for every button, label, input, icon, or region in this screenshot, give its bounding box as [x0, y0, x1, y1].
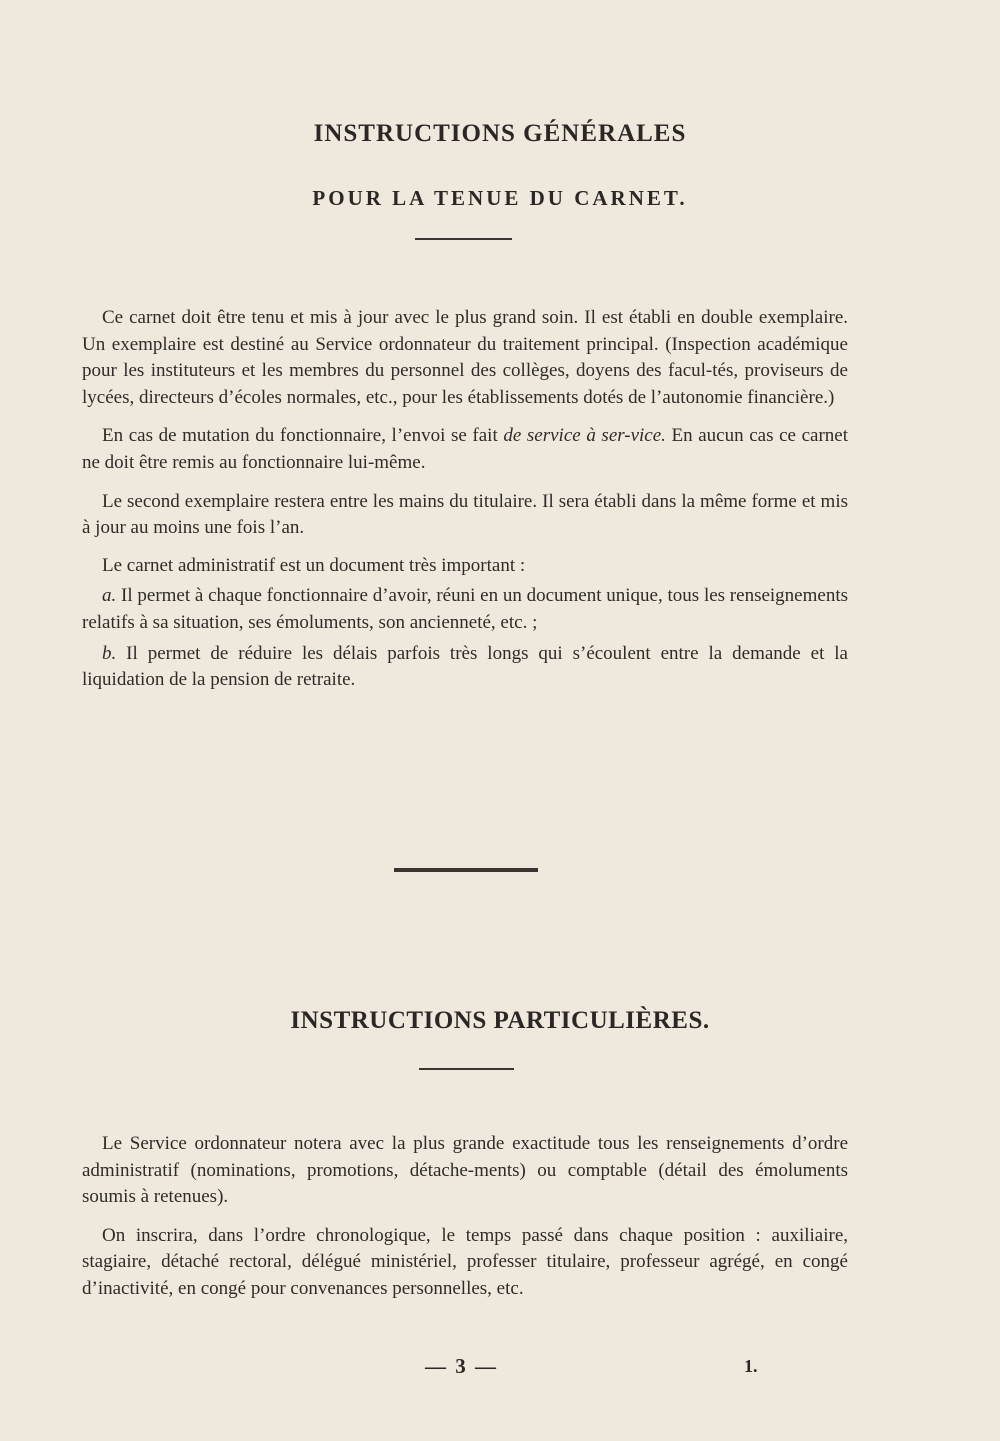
list-marker-a: a.	[102, 585, 117, 607]
list-marker-b: b.	[102, 642, 117, 664]
paragraph-tenue: Ce carnet doit être tenu et mis à jour avec le plus grand soin. Il est établi en double exemplaire. Un exemplaire est destiné au Service ordonnateur du traitement principal. (Inspection académique pour les instituteurs et les membres du personnel des collèges, doyens des facul-tés, proviseurs de lycées, directeurs d’écoles normales, etc., pour les établissements dotés de l’autonomie financière.)	[82, 307, 848, 408]
paragraph-importance: Le carnet administratif est un document très important :	[102, 554, 526, 576]
paragraph-chronologique: On inscrira, dans l’ordre chronologique, le temps passé dans chaque position : auxiliaire, stagiaire, détaché rectoral, délégué ministériel, professer titulaire, professeur agrégé, en congé d’inactivité, en congé pour convenances personnelles, etc.	[82, 1224, 848, 1299]
list-item-b	[82, 641, 848, 694]
paragraph-mutation-text-start: En cas de mutation du fonctionnaire, l’envoi se fait	[102, 425, 504, 447]
paragraph-mutation-italic: de service à ser-vice.	[503, 425, 666, 447]
section-title-general: INSTRUCTIONS GÉNÉRALES	[313, 120, 687, 147]
paragraph-mutation	[82, 423, 848, 476]
paragraph-mutation-text-end: En aucun cas ce carnet ne doit être remis au fonctionnaire lui-même.	[82, 425, 848, 473]
divider-rule-short-2	[419, 1068, 514, 1070]
list-item-a	[82, 583, 848, 636]
signature-mark: 1.	[744, 1356, 758, 1376]
section-title-particular: INSTRUCTIONS PARTICULIÈRES.	[290, 1007, 710, 1034]
paragraph-second-copy: Le second exemplaire restera entre les mains du titulaire. Il sera établi dans la même forme et mis à jour au moins une fois l’an.	[82, 490, 848, 539]
section-subtitle: POUR LA TENUE DU CARNET.	[312, 186, 688, 210]
divider-rule-short	[415, 238, 512, 240]
particular-instructions-body	[82, 1131, 848, 1303]
page-number: — 3 —	[425, 1354, 498, 1378]
general-instructions-body	[82, 305, 848, 694]
paragraph-service-ordonnateur: Le Service ordonnateur notera avec la plus grande exactitude tous les renseignements d’ordre administratif (nominations, promotions, détache-ments) ou comptable (détail des émoluments soumis à retenues).	[82, 1133, 848, 1208]
list-item-a-text: Il permet à chaque fonctionnaire d’avoir, réuni en un document unique, tous les renseignements relatifs à sa situation, ses émoluments, son ancienneté, etc. ;	[82, 585, 848, 633]
section-separator-rule	[394, 868, 538, 872]
list-item-b-text: Il permet de réduire les délais parfois très longs qui s’écoulent entre la demande et la liquidation de la pension de retraite.	[82, 642, 848, 691]
